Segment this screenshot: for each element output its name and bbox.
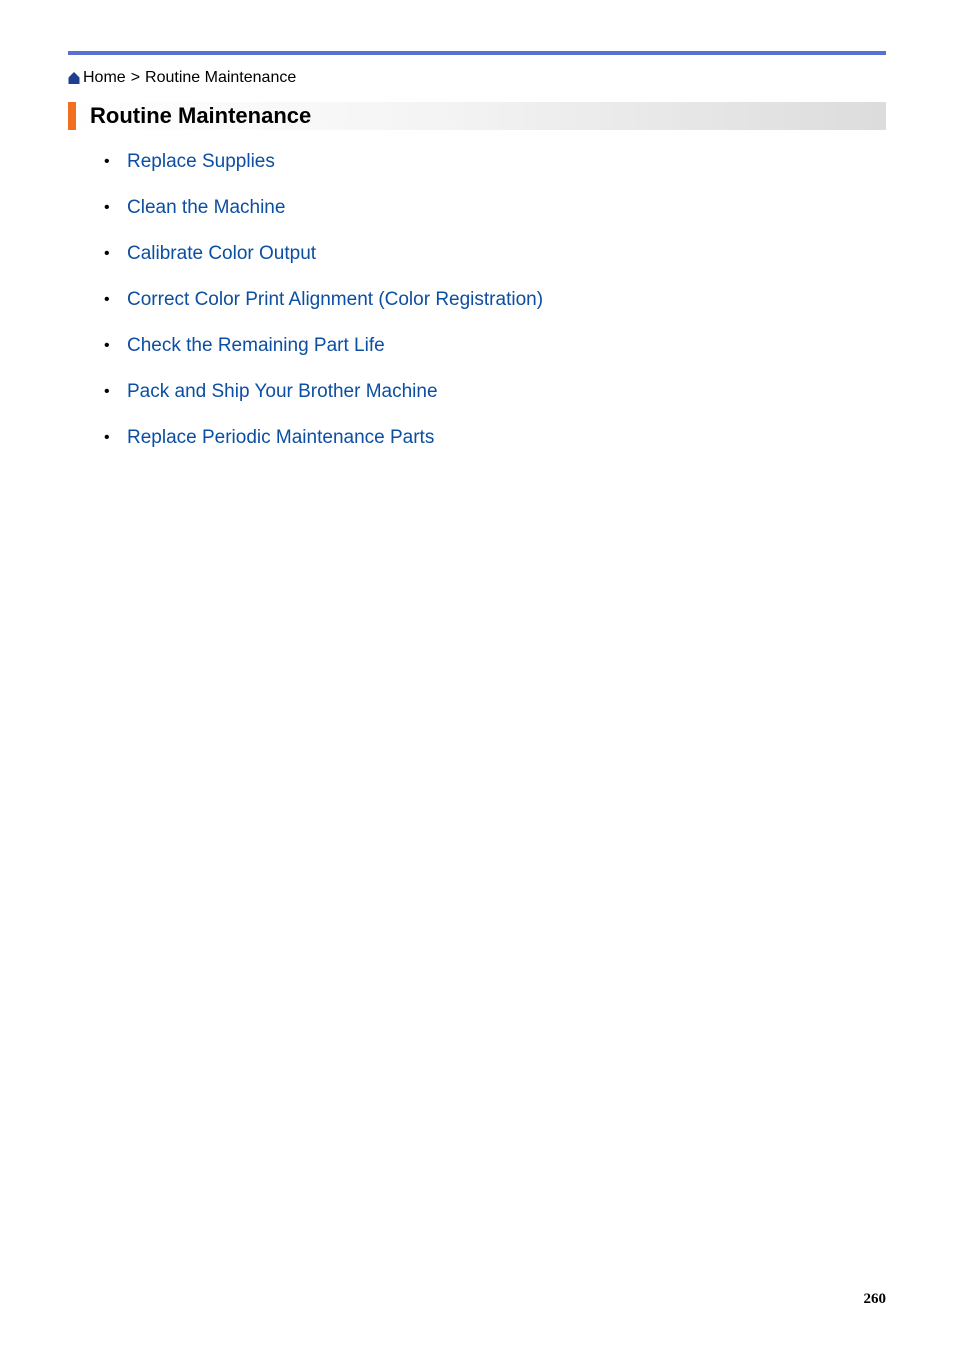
link-replace-periodic-maintenance-parts[interactable]: Replace Periodic Maintenance Parts	[127, 427, 435, 448]
link-calibrate-color-output[interactable]: Calibrate Color Output	[127, 243, 317, 264]
bullet-icon: •	[104, 429, 110, 446]
list-item	[100, 286, 543, 332]
header-rule	[68, 51, 886, 55]
topic-link-list	[100, 148, 543, 470]
bullet-icon: •	[104, 245, 110, 262]
link-correct-color-print-alignment[interactable]: Correct Color Print Alignment (Color Registration)	[127, 289, 544, 310]
link-check-remaining-part-life[interactable]: Check the Remaining Part Life	[127, 335, 385, 356]
bullet-icon: •	[104, 291, 110, 308]
title-accent-bar	[68, 102, 76, 130]
breadcrumb-separator: >	[130, 69, 141, 86]
page-title-bar	[68, 102, 886, 130]
bullet-icon: •	[104, 383, 110, 400]
breadcrumb-home-link[interactable]: Home	[83, 69, 126, 86]
bullet-icon: •	[104, 199, 110, 216]
bullet-icon: •	[104, 153, 110, 170]
list-item	[100, 332, 543, 378]
link-replace-supplies[interactable]: Replace Supplies	[127, 151, 275, 172]
home-icon[interactable]	[68, 71, 80, 85]
list-item	[100, 148, 543, 194]
breadcrumb-current: Routine Maintenance	[145, 69, 297, 86]
bullet-icon: •	[104, 337, 110, 354]
page-title: Routine Maintenance	[90, 103, 312, 128]
link-clean-the-machine[interactable]: Clean the Machine	[127, 197, 286, 218]
list-item	[100, 240, 543, 286]
list-item	[100, 424, 543, 470]
list-item	[100, 378, 543, 424]
list-item	[100, 194, 543, 240]
breadcrumb	[68, 68, 296, 88]
link-pack-and-ship[interactable]: Pack and Ship Your Brother Machine	[127, 381, 438, 402]
page-number: 260	[863, 1291, 886, 1307]
